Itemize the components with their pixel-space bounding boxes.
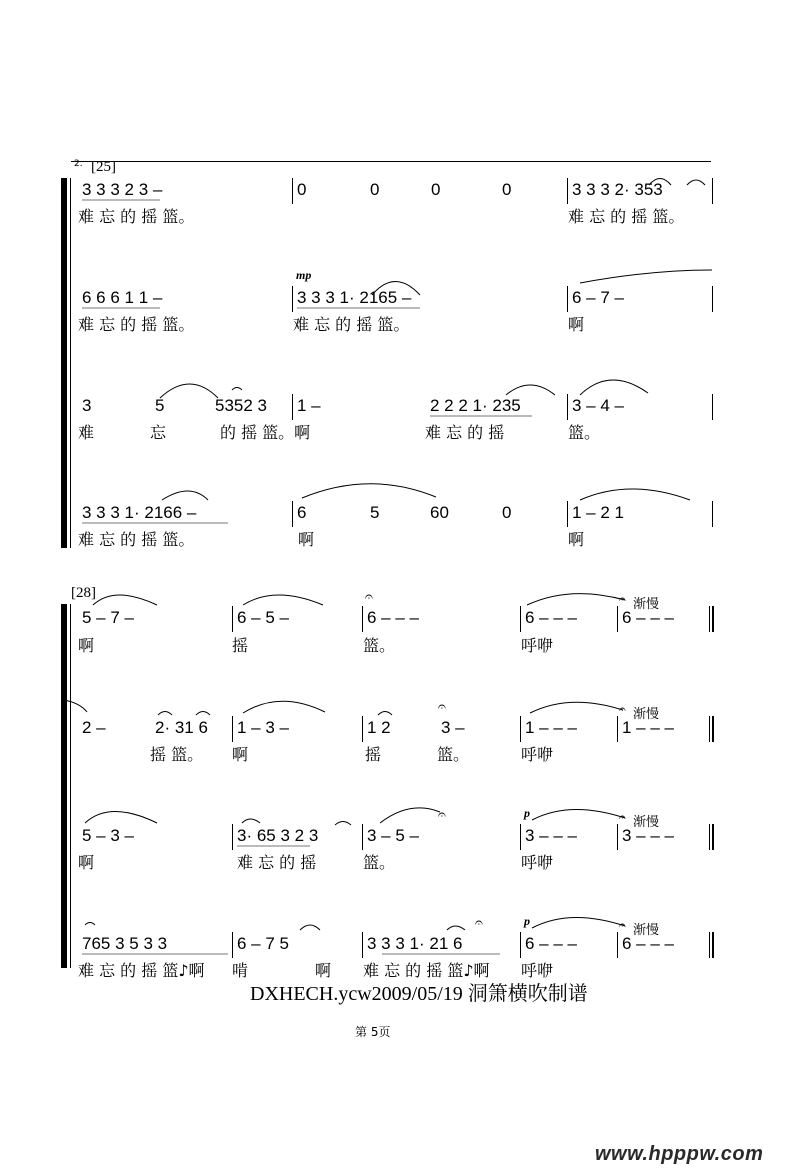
notes: 2 2 2 1· 235 (430, 396, 521, 415)
notes: 3 – (441, 718, 465, 737)
final-barline (712, 716, 714, 742)
notes: 1 – – – (525, 718, 577, 737)
notes: 2· 31 6 (155, 718, 208, 737)
notes: 3 – – – (622, 826, 674, 845)
notes: 3 – – – (525, 826, 577, 845)
fermata-icon: 𝄐 (619, 592, 626, 606)
barline (232, 932, 233, 958)
lyric: 忘 (150, 423, 167, 442)
notes: 1 – 3 – (237, 718, 289, 737)
dynamic-mp: mp (296, 268, 312, 282)
fermata-icon: 𝄐 (438, 699, 446, 715)
notes: 5352 3 (215, 396, 267, 415)
final-barline-thin (709, 824, 710, 850)
lyrics: 啊 (232, 745, 249, 764)
final-barline (712, 824, 714, 850)
barline (712, 286, 713, 312)
notes: 3 3 3 2· 353 (572, 180, 663, 199)
tempo-marking: 渐慢 (633, 597, 660, 612)
lyrics: 难 忘 的 摇 篮。 (78, 530, 195, 549)
lyrics: 难 忘 的 摇 (425, 423, 505, 442)
barline (232, 824, 233, 850)
system-bracket (61, 604, 67, 968)
notes: 6 – 5 – (237, 608, 289, 627)
note: 5 (370, 503, 380, 522)
barline (712, 178, 713, 204)
barline (362, 606, 363, 632)
fermata-icon: 𝄐 (619, 918, 626, 932)
notes: 6 – 7 5 (237, 934, 289, 953)
system-bracket-line (70, 178, 71, 548)
notes: 6 6 6 1 1 – (82, 288, 163, 307)
barline (520, 824, 521, 850)
lyrics: 难 忘 的 摇 (237, 853, 317, 872)
fermata-icon: 𝄐 (475, 915, 483, 931)
barline (520, 716, 521, 742)
notes: 1 – 2 1 (572, 503, 624, 522)
notes: 1 – – – (622, 718, 674, 737)
lyrics: 难 忘 的 摇 篮♪啊 (363, 961, 490, 980)
rest: 0 (297, 180, 307, 199)
page-number: 第 5页 (355, 1025, 391, 1039)
rest: 0 (502, 503, 512, 522)
notes: 1 2 (367, 718, 391, 737)
lyric: 啃 (232, 961, 249, 980)
lyric: 啊 (315, 961, 332, 980)
notes: 2 – (82, 718, 106, 737)
rest: 0 (431, 180, 441, 199)
lyrics: 啊 (78, 636, 95, 655)
lyrics: 呼咿 (521, 745, 554, 764)
notes: 60 (430, 503, 449, 522)
notes: 6 – – – (622, 934, 674, 953)
volta-label: 2. (74, 159, 83, 169)
notes: 1 – (297, 396, 321, 415)
rehearsal-mark-28: [28] (71, 585, 96, 601)
notes: 3 – 5 – (367, 826, 419, 845)
fermata-icon: 𝄐 (619, 810, 626, 824)
barline (520, 606, 521, 632)
notes: 6 – – – (525, 934, 577, 953)
barline (292, 394, 293, 420)
lyrics: 难 忘 的 摇 篮。 (78, 315, 195, 334)
lyrics: 啊 (78, 853, 95, 872)
system-bracket-line (70, 604, 71, 968)
note: 6 (297, 503, 307, 522)
barline (232, 716, 233, 742)
lyric: 篮。 (437, 745, 470, 764)
notes: 3 3 3 1· 2165 – (297, 288, 412, 307)
lyrics: 篮。 (363, 636, 396, 655)
lyric: 难 (78, 423, 95, 442)
final-barline-thin (709, 716, 710, 742)
notes: 3 – 4 – (572, 396, 624, 415)
barline (520, 932, 521, 958)
dynamic-p: p (524, 914, 530, 928)
notes: 6 – – – (525, 608, 577, 627)
final-barline-thin (709, 606, 710, 632)
fermata-icon: 𝄐 (619, 702, 626, 716)
barline (567, 178, 568, 204)
volta-bracket-line (71, 161, 711, 162)
lyrics: 呼咿 (521, 853, 554, 872)
notes: 3 3 3 1· 21 6 (367, 934, 463, 953)
barline (712, 394, 713, 420)
barline (567, 286, 568, 312)
lyrics: 摇 篮。 (150, 745, 204, 764)
barline (292, 501, 293, 527)
barline (362, 716, 363, 742)
barline (292, 178, 293, 204)
barline (617, 716, 618, 742)
barline (567, 394, 568, 420)
notes: 3 3 3 2 3 – (82, 180, 163, 199)
barline (712, 501, 713, 527)
site-watermark: www.hpppw.com (595, 1143, 764, 1165)
lyrics: 难 忘 的 摇 篮♪啊 (78, 961, 205, 980)
tempo-marking: 渐慢 (633, 707, 660, 722)
lyrics: 难 忘 的 摇 篮。 (293, 315, 410, 334)
barline (292, 286, 293, 312)
lyrics: 呼咿 (521, 636, 554, 655)
lyrics: 难 忘 的 摇 篮。 (78, 207, 195, 226)
barline (567, 501, 568, 527)
lyrics: 呼咿 (521, 961, 554, 980)
lyrics: 的 摇 篮。啊 (220, 423, 311, 442)
notes: 6 – 7 – (572, 288, 624, 307)
barline (232, 606, 233, 632)
tempo-marking: 渐慢 (633, 923, 660, 938)
final-barline-thin (709, 932, 710, 958)
note: 3 (82, 396, 92, 415)
lyrics: 啊 (298, 530, 315, 549)
notes: 765 3 5 3 3 (82, 934, 168, 953)
final-barline (712, 606, 714, 632)
barline (617, 932, 618, 958)
barline (362, 932, 363, 958)
lyrics: 摇 (232, 636, 249, 655)
notes: 3· 65 3 2 3 (237, 826, 319, 845)
fermata-icon: 𝄐 (438, 807, 446, 823)
lyrics: 篮。 (363, 853, 396, 872)
lyrics: 啊 (568, 315, 585, 334)
barline (362, 824, 363, 850)
system-bracket (61, 178, 67, 548)
score-credit: DXHECH.ycw2009/05/19 洞箫横吹制谱 (250, 983, 588, 1005)
lyric: 摇 (365, 745, 382, 764)
notes: 6 – – – (367, 608, 419, 627)
notes: 5 – 3 – (82, 826, 134, 845)
rest: 0 (502, 180, 512, 199)
lyrics: 篮。 (568, 423, 601, 442)
final-barline (712, 932, 714, 958)
barline (617, 824, 618, 850)
fermata-icon: 𝄐 (365, 589, 373, 605)
barline (617, 606, 618, 632)
note: 5 (155, 396, 165, 415)
rest: 0 (370, 180, 380, 199)
notes: 3 3 3 1· 2166 – (82, 503, 197, 522)
dynamic-p: p (524, 806, 530, 820)
notes: 6 – – – (622, 608, 674, 627)
tempo-marking: 渐慢 (633, 815, 660, 830)
notes: 5 – 7 – (82, 608, 134, 627)
rehearsal-mark-25: [25] (91, 159, 116, 175)
lyrics: 难 忘 的 摇 篮。 (568, 207, 685, 226)
lyrics: 啊 (568, 530, 585, 549)
